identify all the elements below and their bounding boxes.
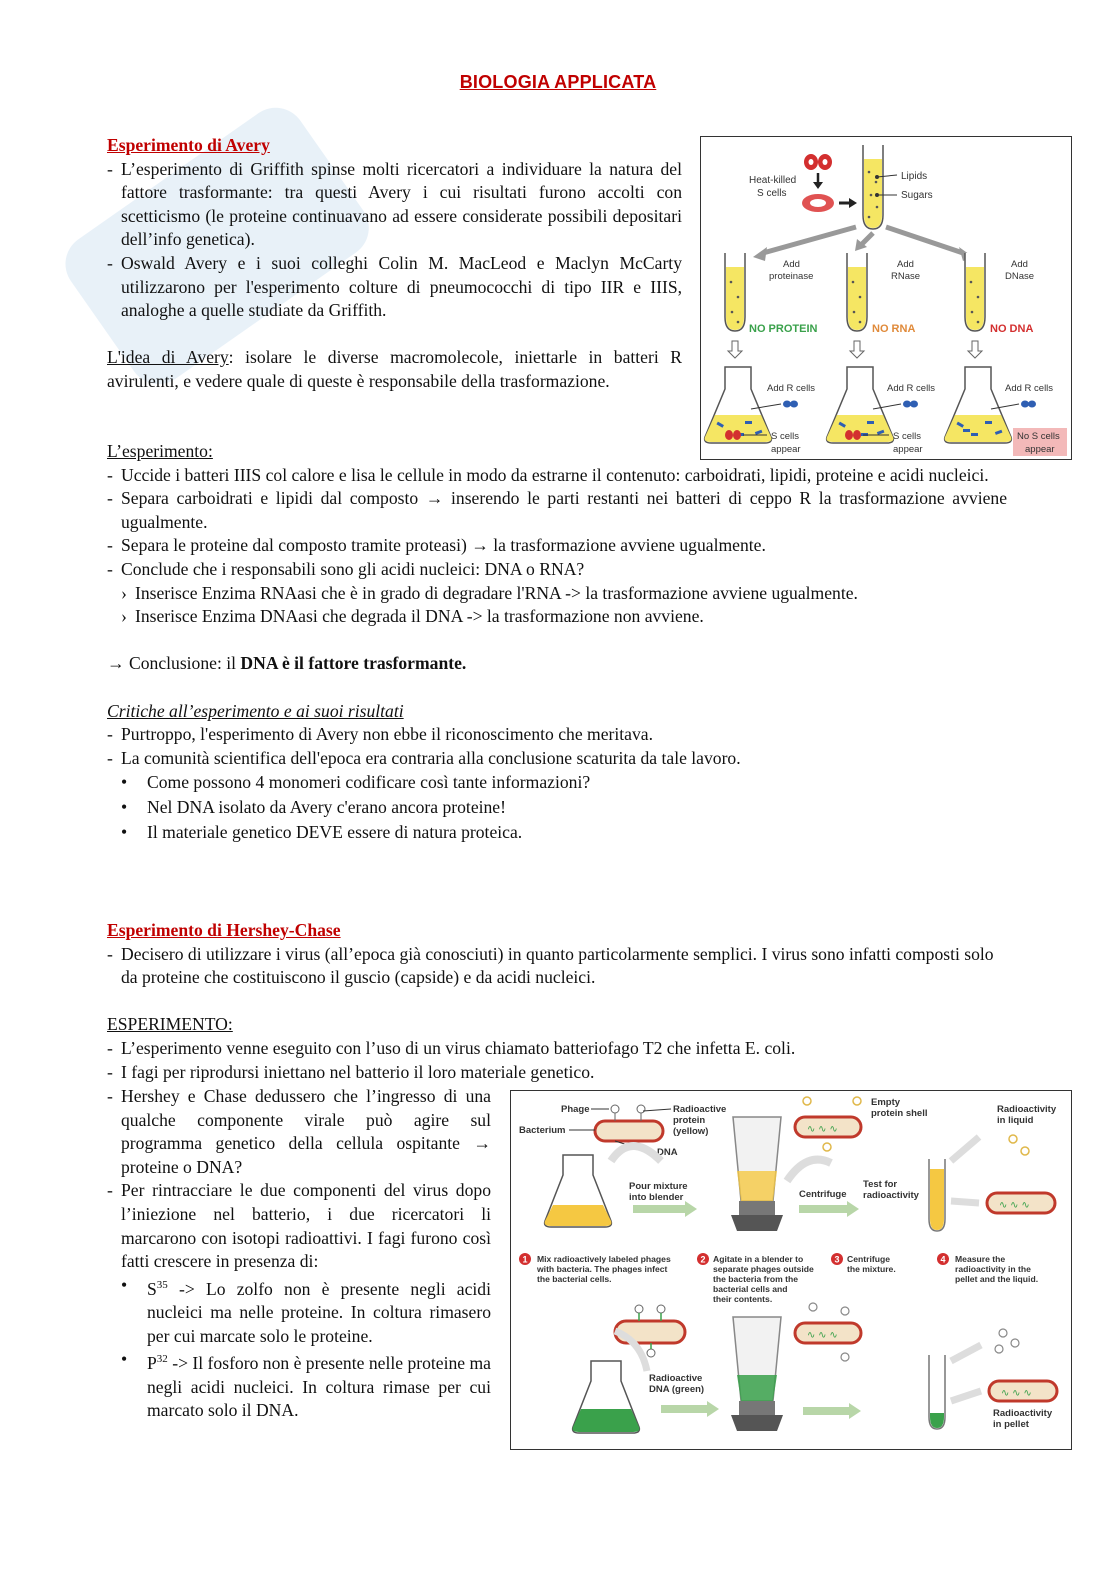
avery-step: - Separa carboidrati e lipidi dal composto → inserendo le parti restanti nei batteri di ceppo R la trasformazione avviene ugualmente.: [107, 487, 1007, 534]
test-label-2: radioactivity: [863, 1190, 919, 1201]
dna-squiggle: ∿ ∿ ∿: [999, 1200, 1030, 1211]
step-number: 1: [522, 1254, 528, 1265]
empty-shell-label-1: Empty: [871, 1097, 901, 1108]
gray-arrow-icon: [951, 1137, 979, 1161]
avery-heading: Esperimento di Avery: [107, 135, 270, 155]
critica-item: - La comunità scientifica dell'epoca era contraria alla conclusione scaturita da tale lavoro.: [107, 747, 1007, 771]
s-cells-pair-icon: [804, 154, 832, 170]
avery-idea-label: L'idea di Avery: [107, 347, 229, 368]
critica-bullet: • Nel DNA isolato da Avery c'erano ancora proteine!: [107, 796, 1007, 820]
s-cells-appear-label-2: appear: [893, 444, 923, 455]
conclusion-bold: DNA è il fattore trasformante.: [240, 653, 467, 674]
p32-sup: 32: [156, 1353, 168, 1366]
add-dnase-label-2: DNase: [1005, 271, 1035, 282]
radio-liquid-label-1: Radioactivity: [997, 1104, 1057, 1115]
p32-label: P: [147, 1353, 157, 1374]
step-text: Centrifuge: [847, 1254, 890, 1264]
phage-label: Phage: [561, 1104, 590, 1115]
page-title: BIOLOGIA APPLICATA: [459, 72, 657, 92]
critica-item: - Purtroppo, l'esperimento di Avery non ebbe il riconoscimento che meritava.: [107, 723, 1007, 747]
bacterium-pellet-bottom: [989, 1381, 1057, 1401]
tube-proteinase: [725, 253, 745, 331]
radioactive-protein-label-1: Radioactive: [673, 1104, 727, 1115]
avery-exp-label: L’esperimento:: [107, 441, 213, 461]
step-text: the bacterial cells.: [537, 1274, 612, 1284]
arrowhead-icon: [849, 1403, 861, 1419]
avery-step: - Uccide i batteri IIIS col calore e lisa le cellule in modo da estrarne il contenuto: carboidrati, lipidi, proteine e acidi nucleici.: [107, 464, 1007, 488]
flask-3: [945, 367, 1012, 443]
step-text: Measure the: [955, 1254, 1006, 1264]
radio-dna-label-1: Radioactive: [649, 1373, 703, 1384]
hershey-left-column: [107, 1085, 491, 1423]
hershey-heading: Esperimento di Hershey-Chase: [107, 920, 341, 940]
avery-paragraph-1: - L’esperimento di Griffith spinse molti ricercatori a individuare la natura del fattore trasformante: tra questi Avery i cui risultati furono accolti con scetticismo (le proteine continuavano ad essere considerate possibili depositari dell’info genetica).: [107, 158, 682, 252]
avery-intro: [107, 134, 682, 394]
pour-label-2: into blender: [629, 1192, 684, 1203]
radio-dna-label-2: DNA (green): [649, 1384, 705, 1395]
hershey-intro: [107, 919, 1007, 1084]
avery-diagram: [701, 137, 1071, 459]
step-number: 3: [834, 1254, 840, 1265]
arrowhead-icon: [707, 1401, 719, 1417]
hershey-item: - Hershey e Chase dedussero che l’ingresso di una qualche componente virale può agire sul programma genetico della cellula ospitante → proteine o DNA?: [107, 1085, 491, 1179]
step-4: [937, 1253, 1038, 1284]
gray-arrow-icon: [951, 1201, 979, 1203]
radioactive-protein-label-2: protein: [673, 1115, 706, 1126]
critiche-heading: Critiche all’esperimento e ai suoi risultati: [107, 700, 404, 721]
dna-label: DNA: [657, 1147, 678, 1158]
avery-substep: › Inserisce Enzima RNAasi che è in grado di degradare l'RNA -> la trasformazione avviene ugualmente.: [107, 582, 1007, 606]
curve-arrow-icon: [611, 1146, 661, 1161]
hershey-figure: [510, 1090, 1072, 1450]
step-text: their contents.: [713, 1294, 773, 1304]
hershey-diagram: [511, 1091, 1071, 1449]
add-r-cells-label: Add R cells: [767, 383, 816, 394]
step-text: the bacteria from the: [713, 1274, 799, 1284]
arrowhead-icon: [849, 198, 857, 208]
step-text: separate phages outside: [713, 1264, 814, 1274]
avery-idea: [107, 346, 682, 393]
hollow-down-arrows: [728, 341, 982, 358]
add-r-cells-label: Add R cells: [887, 383, 936, 394]
avery-conclusion: [107, 652, 1007, 676]
arrowhead-icon: [685, 1201, 697, 1217]
centrifuge-label: Centrifuge: [799, 1189, 847, 1200]
blender-bottom: [731, 1317, 783, 1431]
gray-arrow-icon: [951, 1345, 981, 1361]
flask-2: [827, 367, 894, 443]
pointer-dot: [875, 193, 879, 197]
step-text: radioactivity in the: [955, 1264, 1031, 1274]
bacterium-top: [595, 1121, 663, 1141]
hershey-paragraph-1: - Decisero di utilizzare i virus (all’epoca già conosciuti) in quanto particolarmente semplici. I virus sono infatti composti solo da proteine che costituiscono il guscio (capside) e da acidi nucleici.: [107, 943, 1007, 990]
flask-green: [573, 1361, 640, 1433]
step-text: the mixture.: [847, 1264, 896, 1274]
avery-idea-text: : isolare le diverse macromolecole, iniettarle in batteri R avirulenti, e vedere quale di queste è responsabile della trasformazione.: [107, 347, 682, 391]
step-2: [697, 1253, 814, 1304]
avery-figure: [700, 136, 1072, 460]
no-protein-label: NO PROTEIN: [749, 323, 818, 335]
s-cells-appear-label-2: appear: [771, 444, 801, 455]
pour-label-1: Pour mixture: [629, 1181, 688, 1192]
step-text: pellet and the liquid.: [955, 1274, 1039, 1284]
heat-killed-label: Heat-killed: [749, 175, 797, 186]
empty-shell-label-2: protein shell: [871, 1108, 928, 1119]
add-dnase-label-1: Add: [1011, 259, 1028, 270]
arrowhead-icon: [847, 1201, 859, 1217]
flask-yellow: [545, 1155, 612, 1227]
step-number: 4: [940, 1254, 946, 1265]
radioactive-protein-label-3: (yellow): [673, 1126, 709, 1137]
critica-bullet: • Come possono 4 monomeri codificare così tante informazioni?: [107, 771, 1007, 795]
step-text: Agitate in a blender to: [713, 1254, 804, 1264]
bacterium-pellet-top: [987, 1193, 1055, 1213]
s35-bullet: [107, 1274, 491, 1349]
radio-pellet-label-1: Radioactivity: [993, 1408, 1053, 1419]
step-text: with bacteria. The phages infect: [537, 1264, 668, 1274]
liquid-phages-icons: [1009, 1135, 1029, 1155]
s35-label: S: [147, 1278, 157, 1299]
p32-text: -> Il fosforo non è presente nelle proteine ma negli acidi nucleici. In coltura rimase per cui marcato solo il DNA.: [147, 1353, 491, 1421]
flask-1: [705, 367, 772, 443]
avery-paragraph-2: - Oswald Avery e i suoi colleghi Colin M. MacLeod e Maclyn McCarty utilizzarono per l'esperimento colture di pneumococchi di tipo IIR e IIIS, analoghe a quelle studiate da Griffith.: [107, 252, 682, 323]
conclusion-prefix: → Conclusione: il: [107, 653, 241, 674]
test-tube-top: [929, 1159, 945, 1231]
branch-arrows: [763, 227, 963, 253]
avery-substep: › Inserisce Enzima DNAasi che degrada il DNA -> la trasformazione non avviene.: [107, 605, 1007, 629]
add-proteinase-label-2: proteinase: [769, 271, 814, 282]
s35-sup: 35: [156, 1278, 168, 1291]
phage-icon: [611, 1105, 645, 1121]
hershey-item: - Per rintracciare le due componenti del virus dopo l’iniezione nel batterio, i due ricercatori li marcarono con isotopi radioattivi. I fagi furono così fatti crescere in presenza di:: [107, 1179, 491, 1273]
step-text: bacterial cells and: [713, 1284, 788, 1294]
dna-squiggle: ∿ ∿ ∿: [807, 1124, 838, 1135]
bacterium-shell-top: [795, 1117, 861, 1137]
step-text: Mix radioactively labeled phages: [537, 1254, 671, 1264]
add-proteinase-label-1: Add: [783, 259, 800, 270]
bacterium-shell-bottom: [795, 1323, 861, 1343]
step-3: [831, 1253, 896, 1274]
add-r-cells-label: Add R cells: [1005, 383, 1054, 394]
avery-step: - Separa le proteine dal composto tramite proteasi) → la trasformazione avviene ugualmente.: [107, 534, 1007, 558]
avery-experiment: [107, 440, 1007, 844]
s35-text: -> Lo zolfo non è presente negli acidi nucleici ma nelle proteine. In coltura rimasero per cui marcate solo le proteine.: [147, 1278, 491, 1346]
lipids-label: Lipids: [901, 171, 928, 182]
step-number: 2: [700, 1254, 706, 1265]
blender-top: [731, 1117, 783, 1231]
p32-bullet: [107, 1348, 491, 1423]
bacterium-bottom: [615, 1305, 685, 1357]
central-test-tube: [863, 145, 883, 229]
no-dna-label: NO DNA: [990, 323, 1034, 335]
add-rnase-label-2: RNase: [891, 271, 921, 282]
bacterium-label: Bacterium: [519, 1125, 566, 1136]
radio-liquid-label-2: in liquid: [997, 1115, 1034, 1126]
liquid-phages-bottom: [995, 1329, 1019, 1353]
no-rna-label: NO RNA: [872, 323, 916, 335]
critica-bullet: • Il materiale genetico DEVE essere di natura proteica.: [107, 821, 1007, 845]
s-cells-appear-label-1: S cells: [771, 431, 799, 442]
tube-rnase: [847, 253, 867, 331]
arrowhead-icon: [813, 182, 823, 189]
hershey-item: - I fagi per riprodursi iniettano nel batterio il loro materiale genetico.: [107, 1061, 1007, 1085]
avery-step: - Conclude che i responsabili sono gli acidi nucleici: DNA o RNA?: [107, 558, 1007, 582]
dna-squiggle: ∿ ∿ ∿: [807, 1330, 838, 1341]
hershey-exp-label: ESPERIMENTO:: [107, 1014, 233, 1035]
dna-squiggle: ∿ ∿ ∿: [1001, 1388, 1032, 1399]
step-1: [519, 1253, 671, 1284]
no-s-cells-label-2: appear: [1025, 444, 1055, 455]
add-rnase-label-1: Add: [897, 259, 914, 270]
hershey-item: - L’esperimento venne eseguito con l’uso di un virus chiamato batteriofago T2 che infetta E. coli.: [107, 1037, 1007, 1061]
sugars-label: Sugars: [901, 190, 933, 201]
pointer-dot: [875, 175, 879, 179]
s-cells-label: S cells: [757, 188, 787, 199]
radio-pellet-label-2: in pellet: [993, 1419, 1029, 1430]
s-cells-appear-label-1: S cells: [893, 431, 921, 442]
no-s-cells-label-1: No S cells: [1017, 431, 1060, 442]
test-label-1: Test for: [863, 1179, 898, 1190]
test-tube-bottom: [929, 1355, 945, 1429]
lysed-cell-core: [810, 199, 826, 207]
gray-arrow-icon: [951, 1391, 981, 1401]
tube-dnase: [965, 253, 985, 331]
curve-arrow-icon: [787, 1160, 831, 1181]
